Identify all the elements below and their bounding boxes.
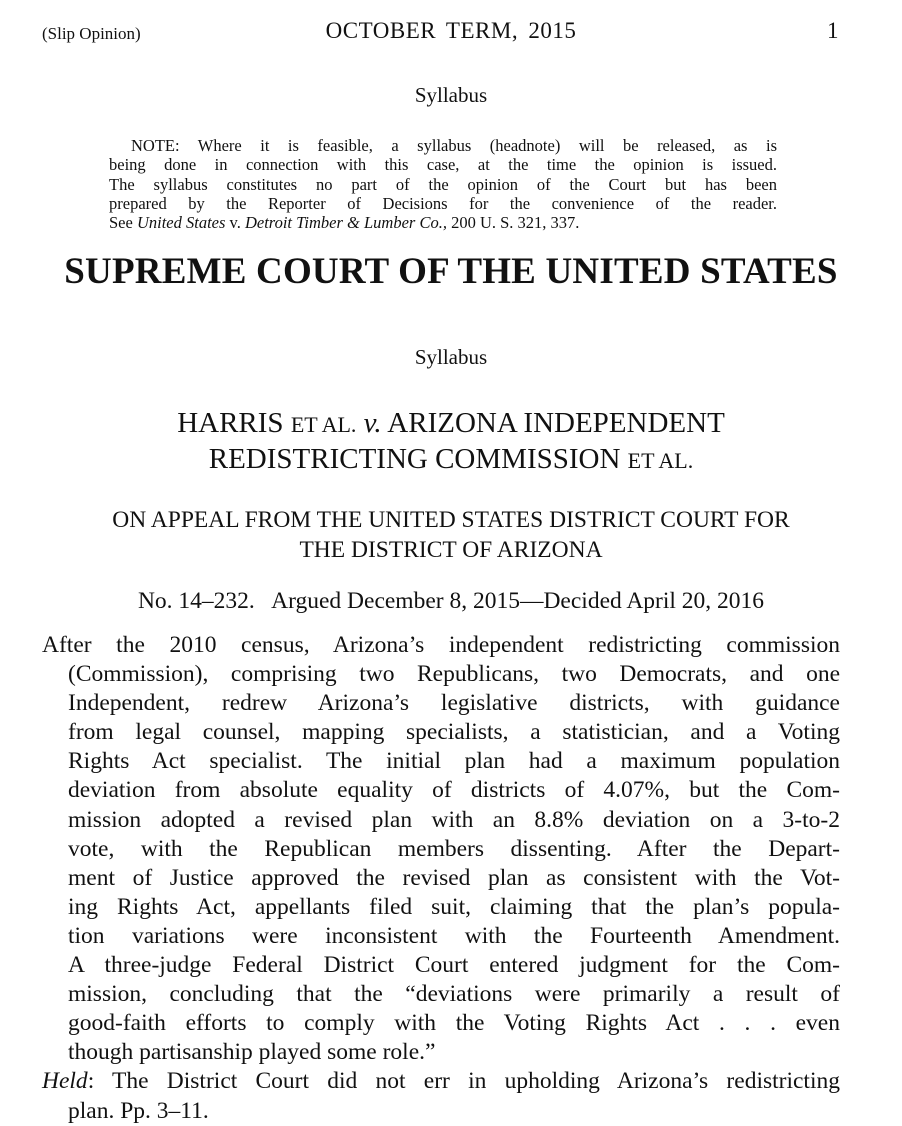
body-line: vote, with the Republican members dissenting. After the Depart- — [68, 835, 840, 862]
body-line: Rights Act specialist. The initial plan had a maximum population — [68, 748, 840, 775]
docket-text: No. 14–232. Argued December 8, 2015—Decided April 20, 2016 — [137, 588, 765, 614]
reporter-citation: 200 U. S. 321, 337. — [446, 213, 580, 233]
slip-opinion-label: (Slip Opinion) — [42, 24, 141, 43]
appeal-line-1: ON APPEAL FROM THE UNITED STATES DISTRICT COURT FOR — [112, 507, 790, 533]
body-line: mission adopted a revised plan with an 8.8% deviation on a 3-to-2 — [68, 806, 840, 833]
body-line: deviation from absolute equality of districts of 4.07%, but the Com- — [68, 777, 840, 804]
held-label: Held — [42, 1068, 88, 1095]
body-line: though partisanship played some role.” — [68, 1039, 436, 1066]
cited-party-1: United States — [136, 213, 226, 233]
cited-party-2: Detroit Timber & Lumber Co., — [244, 213, 447, 233]
caption-line-2 — [0, 442, 902, 478]
syllabus-heading: Syllabus — [414, 345, 488, 369]
body-line: ment of Justice approved the revised plan as consistent with the Vot- — [68, 864, 840, 891]
body-line: mission, concluding that the “deviations were primarily a result of — [68, 981, 840, 1008]
appellant-name: HARRIS — [177, 407, 291, 439]
body-line: from legal counsel, mapping specialists, a statistician, and a Voting — [68, 719, 840, 746]
term-heading: OCTOBER TERM, 2015 — [325, 18, 577, 43]
body-line: ing Rights Act, appellants filed suit, claiming that the plan’s popula- — [68, 893, 840, 920]
court-name: SUPREME COURT OF THE UNITED STATES — [64, 251, 838, 292]
body-line: tion variations were inconsistent with the Fourteenth Amendment. — [68, 922, 840, 949]
case-caption — [0, 406, 902, 478]
syllabus-body — [42, 631, 840, 1126]
body-line: (Commission), comprising two Republicans, two Democrats, and one — [68, 661, 840, 688]
versus: v. — [356, 407, 382, 439]
caption-line-1 — [0, 406, 902, 442]
note-line: NOTE: Where it is feasible, a syllabus (headnote) will be released, as is — [131, 136, 777, 155]
et-al: ET AL. — [290, 412, 357, 437]
appellee-name-part1: ARIZONA INDEPENDENT — [381, 407, 725, 439]
body-line: A three-judge Federal District Court entered judgment for the Com- — [68, 952, 840, 979]
body-line: Independent, redrew Arizona’s legislative districts, with guidance — [68, 690, 840, 717]
held-line — [42, 1067, 840, 1096]
note-line: The syllabus constitutes no part of the opinion of the Court but has been — [109, 174, 777, 194]
appeal-line-2: THE DISTRICT OF ARIZONA — [299, 537, 603, 563]
syllabus-heading-top: Syllabus — [414, 83, 488, 107]
page-number: 1 — [827, 18, 839, 43]
held-line-2: plan. Pp. 3–11. — [68, 1097, 209, 1124]
appeal-statement — [0, 505, 902, 565]
et-al: ET AL. — [627, 448, 694, 473]
note-citation-line — [109, 213, 777, 232]
docket-line — [0, 588, 902, 615]
held-text: : The District Court did not err in upholding Arizona’s redistricting — [87, 1068, 840, 1095]
running-header — [0, 18, 902, 48]
note-line: being done in connection with this case, at the time the opinion is issued. — [109, 155, 777, 175]
see-prefix: See — [109, 213, 137, 233]
versus: v. — [225, 213, 245, 233]
reporter-note — [109, 136, 777, 232]
body-line: good-faith efforts to comply with the Voting Rights Act . . . even — [68, 1010, 840, 1037]
body-line: After the 2010 census, Arizona’s independent redistricting commission — [42, 632, 840, 658]
appellee-name-part2: REDISTRICTING COMMISSION — [208, 443, 628, 475]
note-line: prepared by the Reporter of Decisions for the convenience of the reader. — [109, 193, 777, 213]
